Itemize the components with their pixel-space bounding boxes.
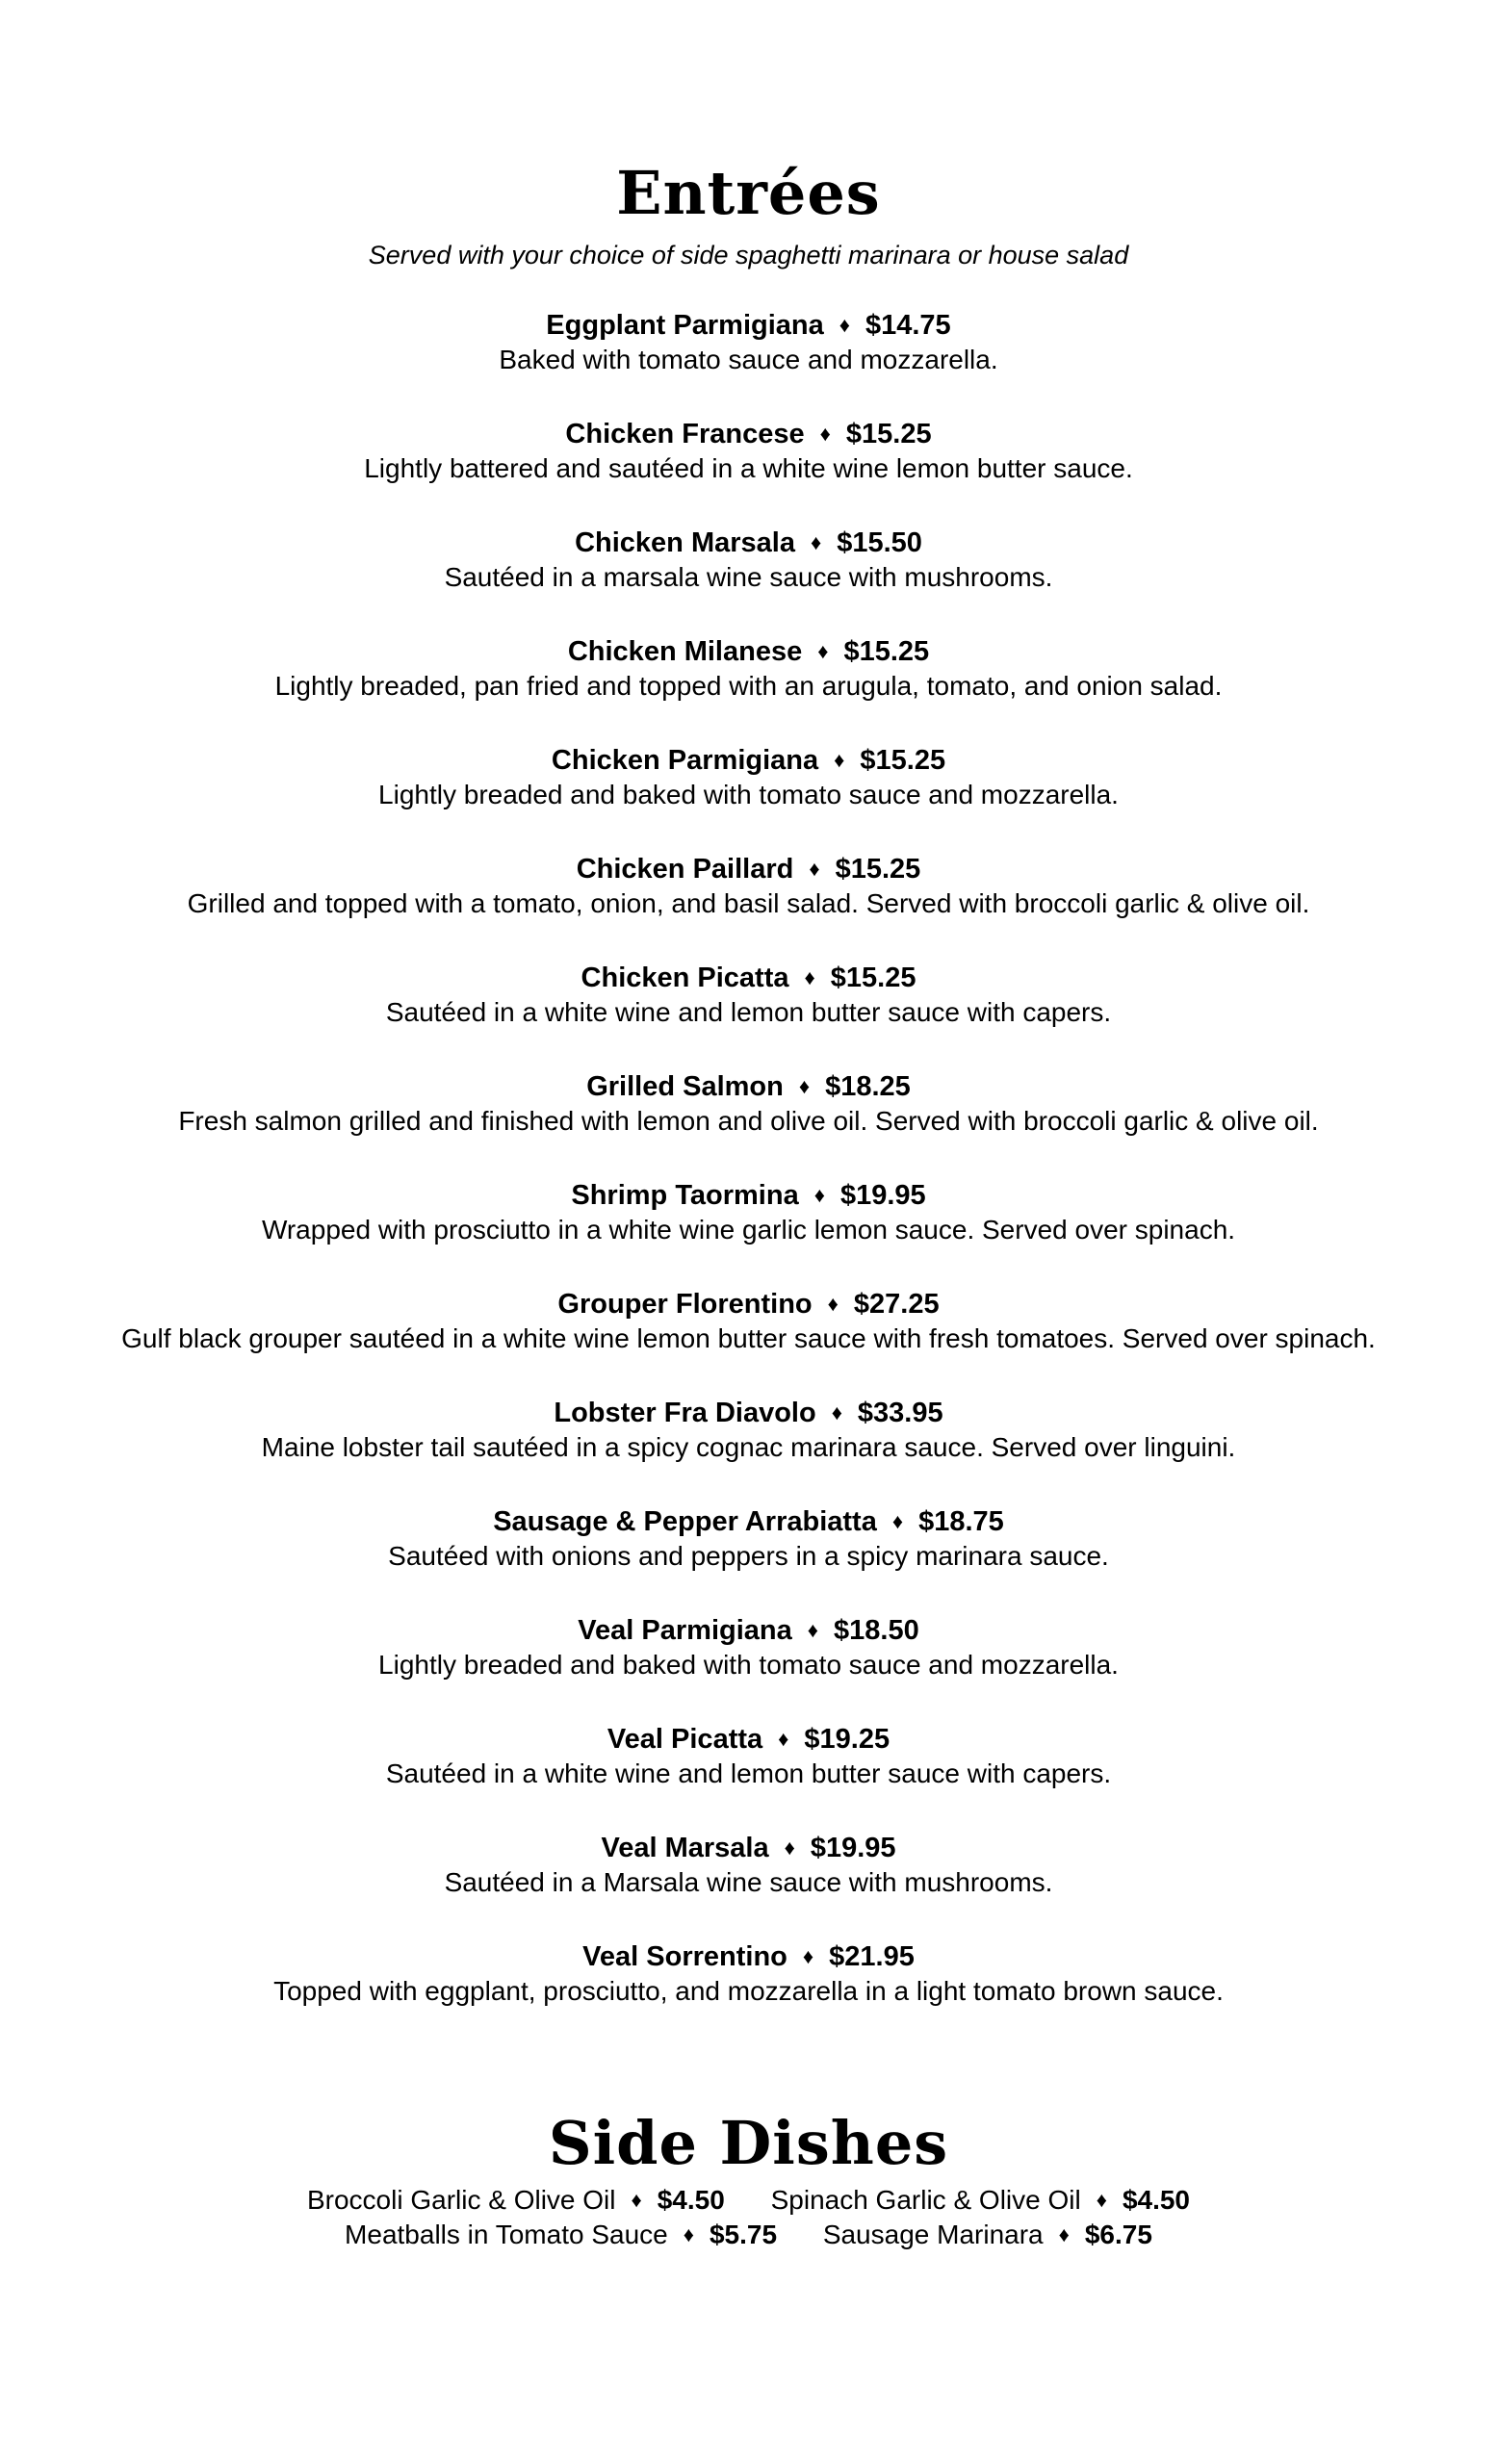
side-dishes-title: Side Dishes <box>548 2108 949 2178</box>
menu-item <box>0 1069 1497 1178</box>
item-name: Chicken Paillard <box>576 854 794 885</box>
diamond-icon: ♦ <box>827 1292 839 1316</box>
item-name: Chicken Marsala <box>575 527 795 558</box>
item-description: Sautéed in a marsala wine sauce with mushrooms. <box>444 562 1053 592</box>
item-description: Sautéed in a Marsala wine sauce with mushrooms. <box>444 1867 1053 1897</box>
item-description: Maine lobster tail sautéed in a spicy cognac marinara sauce. Served over linguini. <box>261 1432 1236 1462</box>
item-name: Sausage & Pepper Arrabiatta <box>493 1506 877 1537</box>
diamond-icon: ♦ <box>804 965 815 989</box>
item-description: Gulf black grouper sautéed in a white wine lemon butter sauce with fresh tomatoes. Served over spinach. <box>121 1323 1376 1353</box>
menu-item <box>0 852 1497 961</box>
menu-item <box>0 961 1497 1069</box>
diamond-icon: ♦ <box>807 1618 818 1642</box>
item-price: $15.25 <box>843 636 930 667</box>
item-description: Topped with eggplant, prosciutto, and mozzarella in a light tomato brown sauce. <box>273 1976 1224 2006</box>
side-dishes-row <box>0 2218 1497 2252</box>
diamond-icon: ♦ <box>683 2222 694 2246</box>
item-description: Grilled and topped with a tomato, onion, and basil salad. Served with broccoli garlic & olive oil. <box>187 888 1310 918</box>
item-description: Sautéed in a white wine and lemon butter sauce with capers. <box>385 1758 1112 1788</box>
side-dish-item <box>771 2183 1190 2218</box>
side-price: $4.50 <box>1122 2185 1191 2215</box>
entrees-subtitle: Served with your choice of side spaghetti marinara or house salad <box>368 241 1129 270</box>
menu-item <box>0 1722 1497 1831</box>
side-dish-item <box>823 2218 1152 2252</box>
item-price: $14.75 <box>865 310 951 341</box>
item-price: $15.50 <box>837 527 922 558</box>
side-price: $5.75 <box>709 2220 778 2249</box>
diamond-icon: ♦ <box>778 1727 789 1751</box>
item-description: Lightly breaded and baked with tomato sauce and mozzarella. <box>378 1650 1119 1680</box>
item-price: $19.95 <box>839 1180 926 1211</box>
item-name: Veal Sorrentino <box>582 1941 787 1972</box>
item-description: Lightly breaded and baked with tomato sauce and mozzarella. <box>378 780 1119 809</box>
menu-item <box>0 1178 1497 1287</box>
menu-item <box>0 1287 1497 1396</box>
item-price: $15.25 <box>860 745 946 776</box>
diamond-icon: ♦ <box>798 1074 811 1098</box>
item-name: Chicken Picatta <box>581 962 789 993</box>
diamond-icon: ♦ <box>839 313 850 337</box>
item-name: Shrimp Taormina <box>571 1180 799 1211</box>
side-dishes-row <box>0 2183 1497 2218</box>
diamond-icon: ♦ <box>631 2188 642 2212</box>
diamond-icon: ♦ <box>784 1835 795 1860</box>
item-price: $15.25 <box>835 854 921 885</box>
diamond-icon: ♦ <box>819 422 831 446</box>
diamond-icon: ♦ <box>834 748 845 772</box>
item-price: $19.25 <box>804 1724 890 1755</box>
item-description: Lightly breaded, pan fried and topped with an arugula, tomato, and onion salad. <box>274 671 1223 701</box>
item-description: Sautéed in a white wine and lemon butter sauce with capers. <box>385 997 1112 1027</box>
item-description: Wrapped with prosciutto in a white wine garlic lemon sauce. Served over spinach. <box>261 1215 1236 1245</box>
side-dish-item <box>307 2183 725 2218</box>
item-name: Veal Marsala <box>601 1833 769 1863</box>
side-name: Broccoli Garlic & Olive Oil <box>306 2185 616 2215</box>
side-name: Meatballs in Tomato Sauce <box>345 2220 668 2249</box>
item-price: $18.50 <box>834 1615 919 1646</box>
item-price: $15.25 <box>845 419 932 449</box>
item-description: Sautéed with onions and peppers in a spicy marinara sauce. <box>388 1541 1109 1571</box>
menu-item <box>0 1504 1497 1613</box>
item-name: Eggplant Parmigiana <box>546 310 824 341</box>
menu-item <box>0 526 1497 634</box>
diamond-icon: ♦ <box>813 1183 825 1207</box>
entrees-title: Entrées <box>616 158 881 228</box>
item-name: Veal Parmigiana <box>578 1615 792 1646</box>
item-price: $21.95 <box>829 1941 915 1972</box>
item-price: $27.25 <box>853 1289 940 1320</box>
item-name: Grilled Salmon <box>586 1071 784 1102</box>
menu-item <box>0 417 1497 526</box>
diamond-icon: ♦ <box>1058 2222 1070 2246</box>
item-price: $33.95 <box>857 1398 943 1428</box>
side-name: Sausage Marinara <box>822 2220 1044 2249</box>
side-dish-item <box>345 2218 777 2252</box>
menu-item <box>0 634 1497 743</box>
item-description: Fresh salmon grilled and finished with lemon and olive oil. Served with broccoli garlic & olive oil. <box>178 1106 1319 1136</box>
menu-item <box>0 1613 1497 1722</box>
side-price: $6.75 <box>1084 2220 1152 2249</box>
side-name: Spinach Garlic & Olive Oil <box>770 2185 1081 2215</box>
side-price: $4.50 <box>657 2185 725 2215</box>
menu-item <box>0 1396 1497 1504</box>
diamond-icon: ♦ <box>891 1509 904 1533</box>
item-price: $15.25 <box>830 962 916 993</box>
menu-item <box>0 1939 1497 2048</box>
diamond-icon: ♦ <box>831 1400 842 1424</box>
item-price: $19.95 <box>810 1833 896 1863</box>
menu-item <box>0 308 1497 417</box>
item-description: Lightly battered and sautéed in a white wine lemon butter sauce. <box>364 453 1133 483</box>
item-price: $18.75 <box>918 1506 1004 1537</box>
diamond-icon: ♦ <box>809 857 820 881</box>
entrees-list <box>0 308 1497 2048</box>
menu-item <box>0 743 1497 852</box>
item-name: Chicken Parmigiana <box>551 745 819 776</box>
diamond-icon: ♦ <box>810 530 822 554</box>
item-description: Baked with tomato sauce and mozzarella. <box>499 345 998 374</box>
item-name: Lobster Fra Diavolo <box>554 1398 816 1428</box>
item-price: $18.25 <box>825 1071 911 1102</box>
diamond-icon: ♦ <box>817 639 829 663</box>
item-name: Chicken Milanese <box>567 636 803 667</box>
menu-item <box>0 1831 1497 1939</box>
item-name: Veal Picatta <box>607 1724 763 1755</box>
item-name: Grouper Florentino <box>557 1289 813 1320</box>
diamond-icon: ♦ <box>802 1944 814 1968</box>
item-name: Chicken Francese <box>565 419 805 449</box>
diamond-icon: ♦ <box>1096 2188 1107 2212</box>
